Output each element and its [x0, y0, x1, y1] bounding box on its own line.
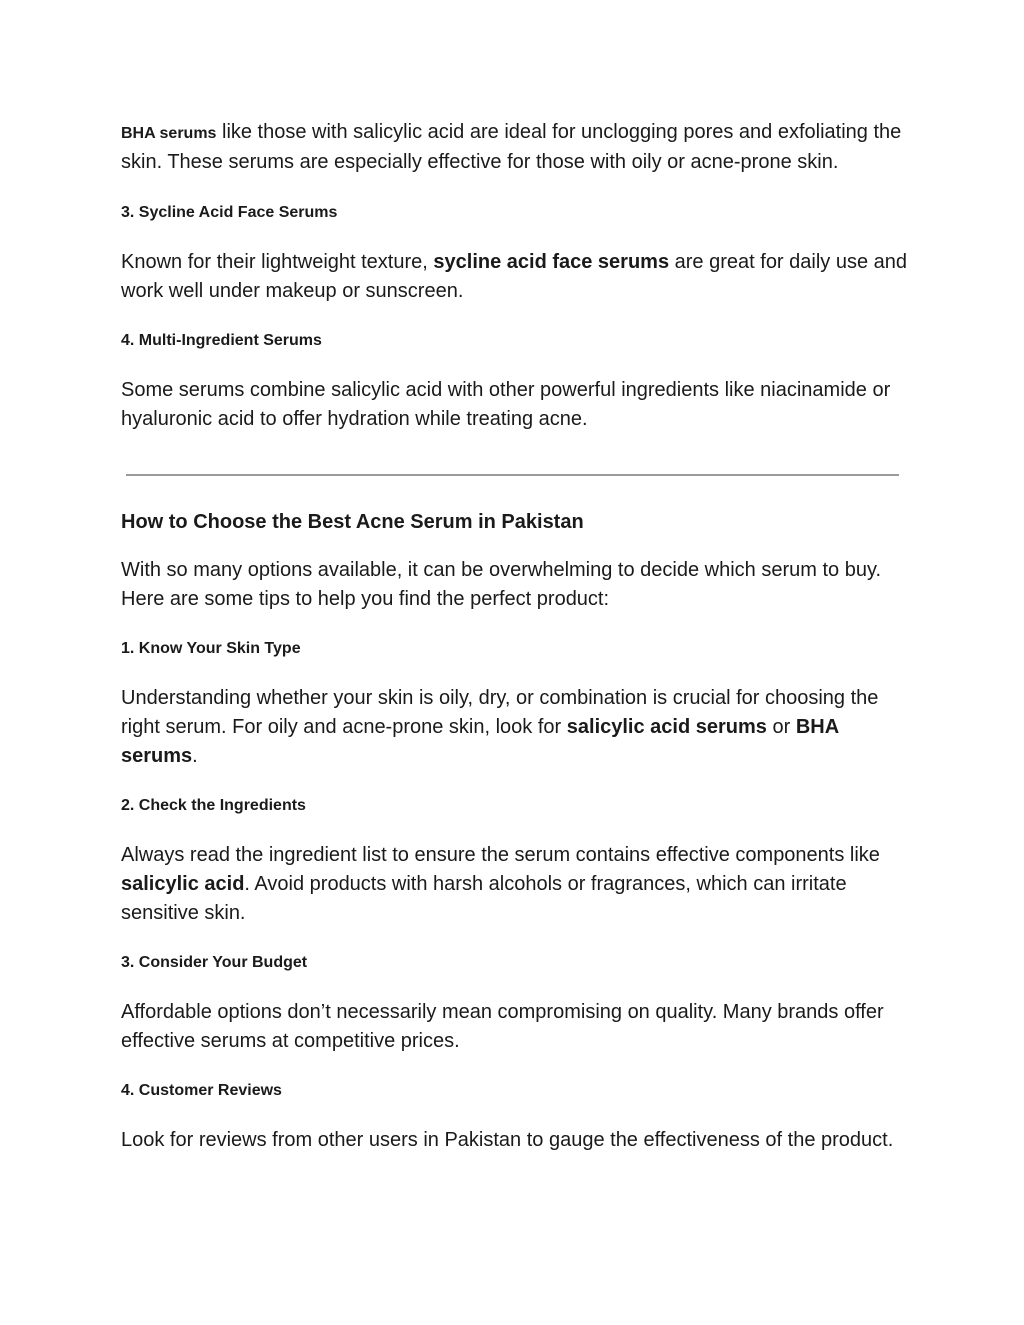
subheading-consider-budget: 3. Consider Your Budget	[121, 954, 308, 971]
skin-type-bold-1: salicylic acid serums	[566, 716, 767, 738]
sycline-text-before: Known for their lightweight texture,	[121, 251, 434, 273]
sycline-text-after: are great for daily use and work well under makeup or sunscreen.	[121, 251, 908, 302]
skin-type-text-2: or	[766, 716, 796, 738]
know-skin-type-paragraph	[121, 684, 911, 771]
intro-text: like those with salicylic acid are ideal for unclogging pores and exfoliating the skin. These serums are especially effective for those with oily or acne-prone skin.	[121, 121, 902, 173]
sycline-bold-term: sycline acid face serums	[433, 251, 670, 273]
sycline-acid-paragraph	[121, 248, 911, 306]
multi-ingredient-paragraph: Some serums combine salicylic acid with other powerful ingredients like niacinamide or hyaluronic acid to offer hydration while treating acne.	[121, 379, 891, 430]
skin-type-bold-2: BHA serums	[121, 716, 839, 767]
ingredients-text-1: Always read the ingredient list to ensure the serum contains effective components like	[121, 844, 880, 866]
intro-paragraph	[121, 118, 911, 177]
subheading-check-ingredients: 2. Check the Ingredients	[121, 797, 306, 814]
subheading-sycline-acid: 3. Sycline Acid Face Serums	[121, 204, 338, 221]
skin-type-text-3: .	[192, 745, 198, 767]
subheading-know-skin-type: 1. Know Your Skin Type	[121, 640, 301, 657]
section-title: How to Choose the Best Acne Serum in Pakistan	[121, 511, 584, 533]
ingredients-bold-1: salicylic acid	[121, 873, 245, 895]
intro-bold-term: BHA serums	[121, 125, 217, 142]
subheading-customer-reviews: 4. Customer Reviews	[121, 1082, 282, 1099]
subheading-multi-ingredient: 4. Multi-Ingredient Serums	[121, 332, 322, 349]
ingredients-text-2: . Avoid products with harsh alcohols or fragrances, which can irritate sensitive skin.	[121, 873, 847, 924]
section-intro-paragraph: With so many options available, it can be overwhelming to decide which serum to buy. Here are some tips to help you find the perfect product:	[121, 559, 882, 610]
document-page	[121, 118, 911, 1155]
skin-type-text-1: Understanding whether your skin is oily, dry, or combination is crucial for choosing the right serum. For oily and acne-prone skin, look for	[121, 687, 879, 738]
consider-budget-paragraph: Affordable options don’t necessarily mean compromising on quality. Many brands offer effective serums at competitive prices.	[121, 1001, 884, 1052]
check-ingredients-paragraph	[121, 841, 911, 928]
customer-reviews-paragraph: Look for reviews from other users in Pakistan to gauge the effectiveness of the product.	[121, 1129, 894, 1151]
